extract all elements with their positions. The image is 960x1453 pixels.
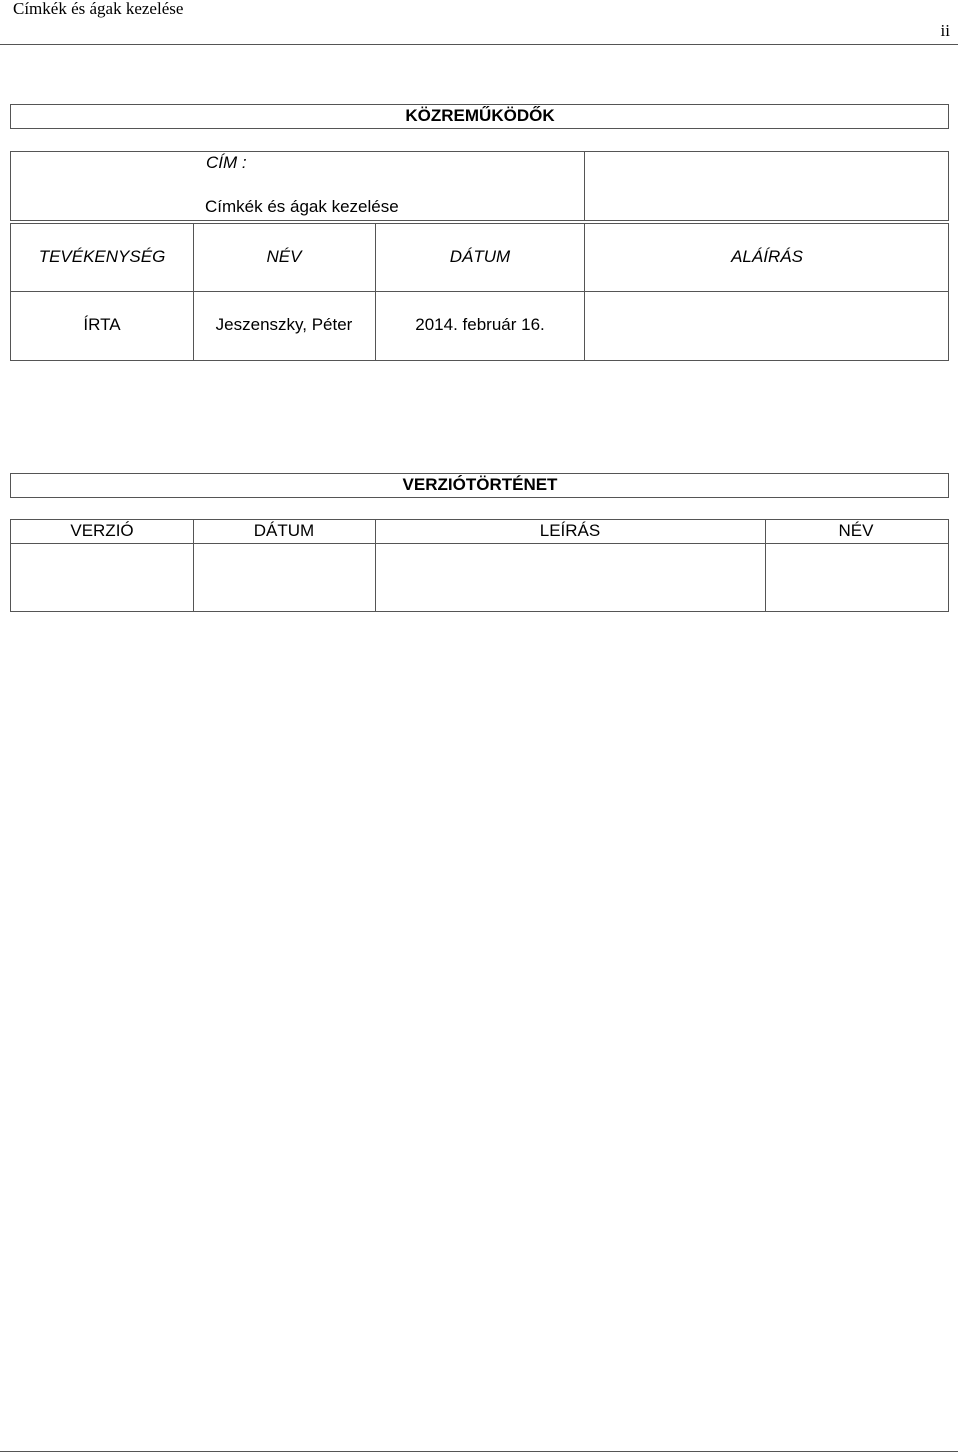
- revision-history-column-date: DÁTUM: [253, 521, 315, 540]
- revision-history-column-version: VERZIÓ: [70, 521, 134, 540]
- contributors-column-activity: TEVÉKENYSÉG: [38, 247, 166, 266]
- contributors-column-date: DÁTUM: [449, 247, 511, 266]
- contributors-grid: [10, 223, 949, 361]
- revision-history-row-divider: [10, 543, 949, 544]
- revision-history-heading: VERZIÓTÖRTÉNET: [402, 475, 558, 494]
- contributors-column-divider-3: [584, 223, 585, 361]
- footer-rule: [0, 1451, 958, 1452]
- revision-history-column-divider-3: [765, 519, 766, 612]
- contributors-title-value: Címkék és ágak kezelése: [205, 197, 399, 216]
- contributors-row-date: 2014. február 16.: [415, 315, 545, 334]
- revision-history-column-description: LEÍRÁS: [539, 521, 601, 540]
- contributors-heading: KÖZREMŰKÖDŐK: [405, 106, 555, 125]
- contributors-column-signature: ALÁÍRÁS: [731, 247, 803, 266]
- contributors-title-right-cell: [584, 151, 949, 221]
- contributors-column-divider-1: [193, 223, 194, 361]
- revision-history-grid: [10, 519, 949, 612]
- revision-history-column-name: NÉV: [838, 521, 874, 540]
- revision-history-column-divider-1: [193, 519, 194, 612]
- page-number: ii: [940, 21, 950, 40]
- running-header-title: Címkék és ágak kezelése: [13, 0, 184, 18]
- contributors-row-divider: [10, 291, 949, 292]
- contributors-row-name: Jeszenszky, Péter: [215, 315, 353, 334]
- contributors-title-label: CÍM :: [206, 153, 247, 172]
- contributors-column-name: NÉV: [266, 247, 302, 266]
- revision-history-column-divider-2: [375, 519, 376, 612]
- contributors-row-activity: ÍRTA: [83, 315, 121, 334]
- running-header: [0, 0, 958, 45]
- contributors-column-divider-2: [375, 223, 376, 361]
